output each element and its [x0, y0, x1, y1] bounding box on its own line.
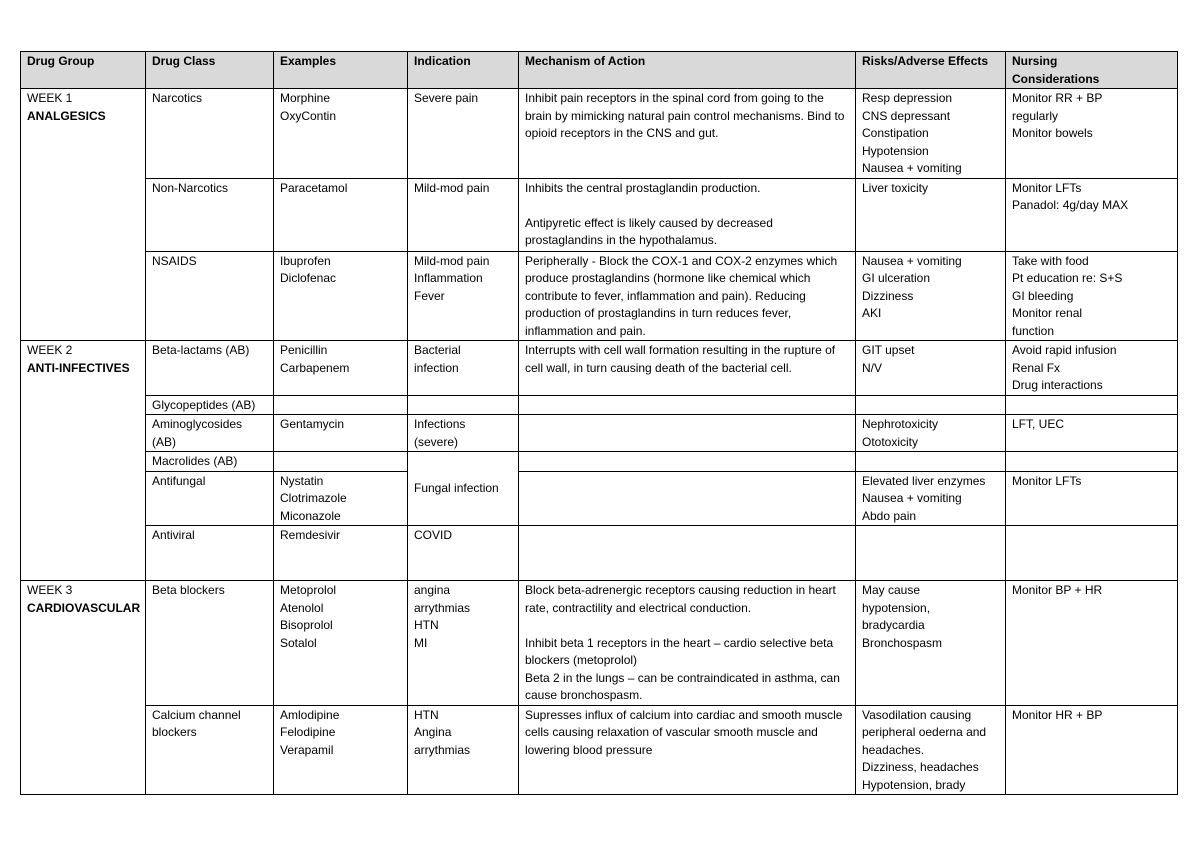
risks-cell: Elevated liver enzymes Nausea + vomiting Abdo pain	[856, 471, 1006, 526]
indication-cell: HTN Angina arrythmias	[408, 705, 519, 795]
nursing-cell: Monitor LFTs Panadol: 4g/day MAX	[1006, 178, 1178, 251]
header-nursing: Nursing Considerations	[1006, 52, 1178, 89]
drug-class-cell: Antiviral	[146, 526, 274, 581]
group-name: CARDIOVASCULAR	[27, 600, 141, 615]
drug-class-cell: Non-Narcotics	[146, 178, 274, 251]
risks-cell: Liver toxicity	[856, 178, 1006, 251]
indication-cell: Severe pain	[408, 89, 519, 179]
nursing-cell	[1006, 526, 1178, 581]
header-drug-group: Drug Group	[21, 52, 146, 89]
indication-cell: Mild-mod pain	[408, 178, 519, 251]
nursing-cell: Monitor LFTs	[1006, 471, 1178, 526]
header-indication: Indication	[408, 52, 519, 89]
table-row	[21, 452, 1178, 472]
nursing-cell	[1006, 395, 1178, 415]
risks-cell: Resp depression CNS depressant Constipation Hypotension Nausea + vomiting	[856, 89, 1006, 179]
nursing-cell: Take with food Pt education re: S+S GI bleeding Monitor renal function	[1006, 251, 1178, 341]
examples-cell: Paracetamol	[274, 178, 408, 251]
nursing-cell: Avoid rapid infusion Renal Fx Drug interactions	[1006, 341, 1178, 396]
drug-group-week3	[21, 581, 146, 795]
examples-cell: Nystatin Clotrimazole Miconazole	[274, 471, 408, 526]
examples-cell: Penicillin Carbapenem	[274, 341, 408, 396]
indication-cell: Mild-mod pain Inflammation Fever	[408, 251, 519, 341]
nursing-cell: LFT, UEC	[1006, 415, 1178, 452]
examples-cell: Ibuprofen Diclofenac	[274, 251, 408, 341]
indication-cell: Infections (severe)	[408, 415, 519, 452]
drug-class-cell: Glycopeptides (AB)	[146, 395, 274, 415]
risks-cell: Nephrotoxicity Ototoxicity	[856, 415, 1006, 452]
risks-cell: Nausea + vomiting GI ulceration Dizziness AKI	[856, 251, 1006, 341]
indication-cell	[408, 395, 519, 415]
mechanism-cell	[519, 395, 856, 415]
header-examples: Examples	[274, 52, 408, 89]
risks-cell	[856, 452, 1006, 472]
drug-class-cell: Macrolides (AB)	[146, 452, 274, 472]
risks-cell	[856, 526, 1006, 581]
risks-cell: Vasodilation causing peripheral oederna and headaches. Dizziness, headaches Hypotension, brady	[856, 705, 1006, 795]
nursing-cell: Monitor RR + BP regularly Monitor bowels	[1006, 89, 1178, 179]
table-row	[21, 471, 1178, 526]
drug-class-cell: Calcium channel blockers	[146, 705, 274, 795]
indication-cell: Fungal infection	[408, 452, 519, 526]
mechanism-cell	[519, 526, 856, 581]
drug-class-cell: Aminoglycosides (AB)	[146, 415, 274, 452]
table-row	[21, 341, 1178, 396]
table-row	[21, 526, 1178, 581]
nursing-cell	[1006, 452, 1178, 472]
mechanism-cell: Supresses influx of calcium into cardiac and smooth muscle cells causing relaxation of vascular smooth muscle and lowering blood pressure	[519, 705, 856, 795]
week-label: WEEK 3	[27, 583, 73, 597]
risks-cell: GIT upset N/V	[856, 341, 1006, 396]
drug-group-week1	[21, 89, 146, 341]
mechanism-cell	[519, 415, 856, 452]
mechanism-cell	[519, 471, 856, 526]
week-label: WEEK 1	[27, 91, 73, 105]
week-label: WEEK 2	[27, 343, 73, 357]
table-row	[21, 581, 1178, 706]
header-risks: Risks/Adverse Effects	[856, 52, 1006, 89]
risks-cell	[856, 395, 1006, 415]
examples-cell: Amlodipine Felodipine Verapamil	[274, 705, 408, 795]
indication-cell: COVID	[408, 526, 519, 581]
examples-cell	[274, 395, 408, 415]
drug-class-cell: Beta-lactams (AB)	[146, 341, 274, 396]
examples-cell: Gentamycin	[274, 415, 408, 452]
header-drug-class: Drug Class	[146, 52, 274, 89]
indication-cell: angina arrythmias HTN MI	[408, 581, 519, 706]
drug-group-week2	[21, 341, 146, 581]
group-name: ANTI-INFECTIVES	[27, 360, 130, 375]
mechanism-cell: Block beta-adrenergic receptors causing reduction in heart rate, contractility and electrical conduction. Inhibit beta 1 receptors in the heart – cardio selective beta blockers (metoprolol) Beta 2 in the lungs – can be contraindicated in asthma, can cause bronchospasm.	[519, 581, 856, 706]
table-row	[21, 415, 1178, 452]
table-row	[21, 251, 1178, 341]
mechanism-cell: Interrupts with cell wall formation resulting in the rupture of cell wall, in turn causing death of the bacterial cell.	[519, 341, 856, 396]
header-mechanism: Mechanism of Action	[519, 52, 856, 89]
examples-cell: Remdesivir	[274, 526, 408, 581]
table-row	[21, 178, 1178, 251]
examples-cell	[274, 452, 408, 472]
drug-class-cell: Antifungal	[146, 471, 274, 526]
drug-table	[20, 51, 1178, 795]
nursing-cell: Monitor BP + HR	[1006, 581, 1178, 706]
mechanism-cell	[519, 452, 856, 472]
mechanism-cell: Inhibit pain receptors in the spinal cord from going to the brain by mimicking natural pain control mechanisms. Bind to opioid receptors in the CNS and gut.	[519, 89, 856, 179]
drug-class-cell: Narcotics	[146, 89, 274, 179]
drug-class-cell: Beta blockers	[146, 581, 274, 706]
risks-cell: May cause hypotension, bradycardia Bronchospasm	[856, 581, 1006, 706]
header-row	[21, 52, 1178, 89]
drug-class-cell: NSAIDS	[146, 251, 274, 341]
examples-cell: Metoprolol Atenolol Bisoprolol Sotalol	[274, 581, 408, 706]
group-name: ANALGESICS	[27, 108, 106, 123]
mechanism-cell: Peripherally - Block the COX-1 and COX-2 enzymes which produce prostaglandins (hormone like chemical which contribute to fever, inflammation and pain). Reducing production of prostaglandins in turn reduces fever, inflammation and pain.	[519, 251, 856, 341]
table-row	[21, 395, 1178, 415]
mechanism-cell: Inhibits the central prostaglandin production. Antipyretic effect is likely caused by decreased prostaglandins in the hypothalamus.	[519, 178, 856, 251]
table-row	[21, 89, 1178, 179]
indication-cell: Bacterial infection	[408, 341, 519, 396]
nursing-cell: Monitor HR + BP	[1006, 705, 1178, 795]
table-row	[21, 705, 1178, 795]
examples-cell: Morphine OxyContin	[274, 89, 408, 179]
